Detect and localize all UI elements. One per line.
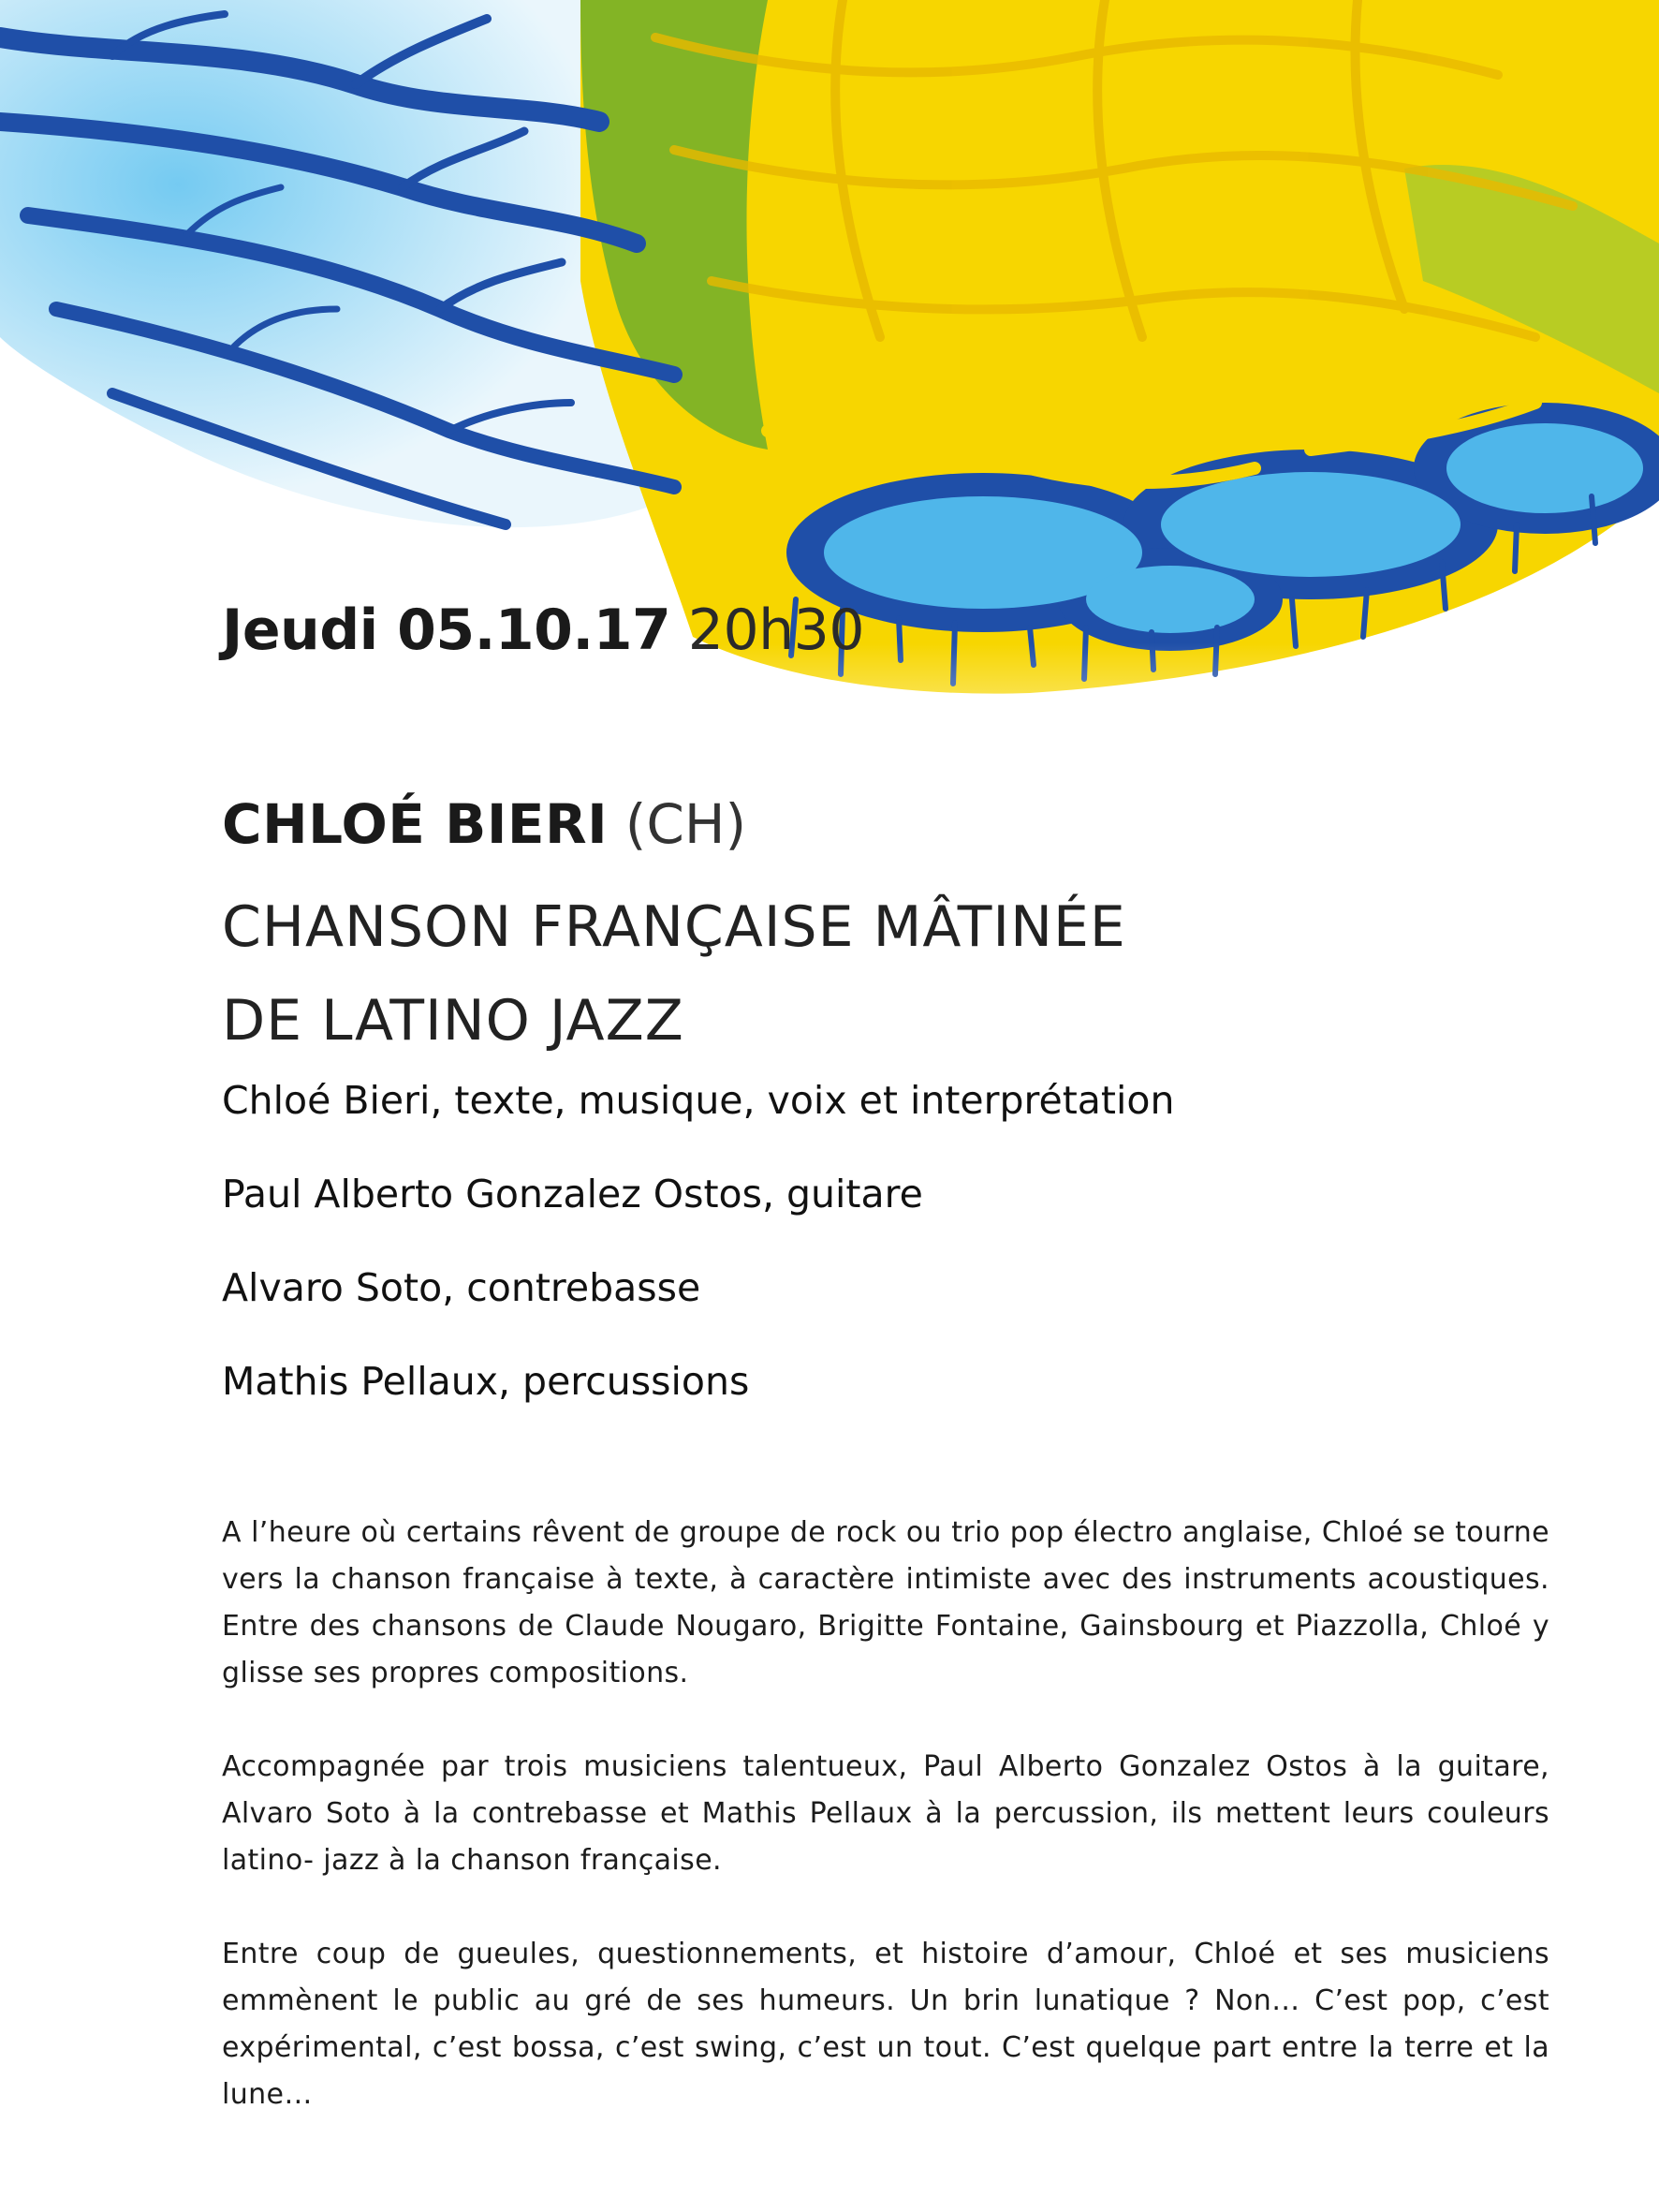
description-paragraph: Entre coup de gueules, questionnements, et histoire d’amour, Chloé et ses musiciens emmènent le public au gré de ses humeurs. Un brin lunatique ? Non… C’est pop, c’est expérimental, c’est bossa, c’est swing, c’est un tout. C’est quelque part entre la terre et la lune… [222,1938,1549,2111]
genre-subtitle [222,880,1126,1068]
artist-origin: (CH) [624,792,747,856]
artist-name: CHLOÉ BIERI [222,792,609,856]
genre-subtitle-line-1: CHANSON FRANÇAISE MÂTINÉE [222,894,1126,960]
description [222,1510,1549,2165]
credit-item: Chloé Bieri, texte, musique, voix et interprétation [222,1078,1175,1123]
description-paragraph: A l’heure où certains rêvent de groupe de rock ou trio pop électro anglaise, Chloé se tourne vers la chanson française à texte, à caractère intimiste avec des instruments acoustiques. Entre des chansons de Claude Nougaro, Brigitte Fontaine, Gainsbourg et Piazzolla, Chloé y glisse ses propres compositions. [222,1516,1549,1689]
credit-item: Paul Alberto Gonzalez Ostos, guitare [222,1172,923,1217]
hero-paint-image [0,0,1659,824]
credit-item: Alvaro Soto, contrebasse [222,1265,701,1310]
artist-heading [222,787,746,862]
credits-list [222,1077,1174,1452]
description-paragraph: Accompagnée par trois musiciens talentueux, Paul Alberto Gonzalez Ostos à la guitare, Alvaro Soto à la contrebasse et Mathis Pellaux à la percussion, ils mettent leurs couleurs latino- jazz à la chanson française. [222,1750,1549,1877]
genre-subtitle-line-2: DE LATINO JAZZ [222,988,684,1054]
event-date: Jeudi 05.10.17 [222,597,671,663]
credit-item: Mathis Pellaux, percussions [222,1359,750,1404]
event-date-time [222,593,864,668]
event-time: 20h30 [687,597,865,663]
